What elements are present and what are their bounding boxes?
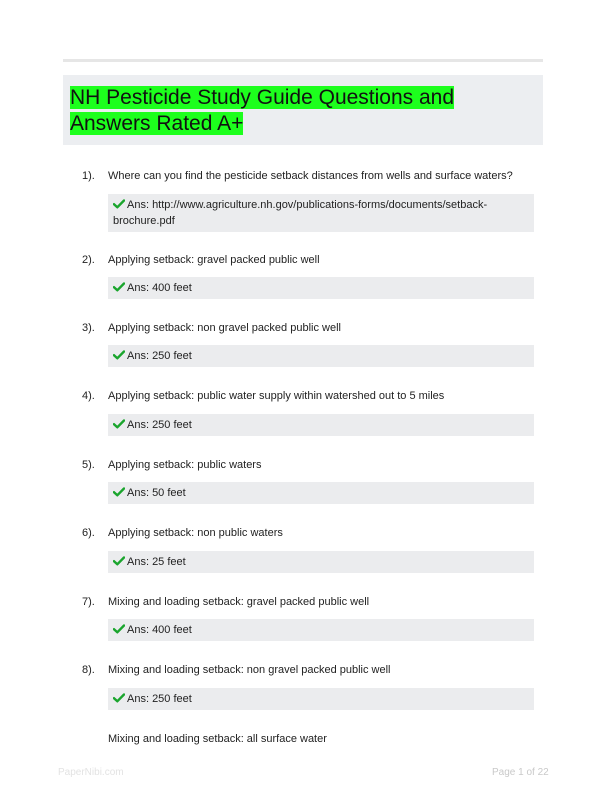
answer-text: Ans: 250 feet (127, 693, 192, 705)
check-icon (113, 282, 125, 292)
question-text: Applying setback: non gravel packed public well (108, 322, 341, 334)
question-number: 3). (82, 322, 95, 334)
answer-text: Ans: 250 feet (127, 419, 192, 431)
check-icon (113, 199, 125, 209)
answer-box (108, 194, 534, 232)
question-number: 8). (82, 664, 95, 676)
check-icon (113, 556, 125, 566)
answer-text: Ans: 250 feet (127, 350, 192, 362)
question-number: 1). (82, 170, 95, 182)
question-text: Where can you find the pesticide setback distances from wells and surface waters? (108, 170, 513, 182)
answer-box (108, 551, 534, 573)
question-text: Mixing and loading setback: gravel packed public well (108, 596, 370, 608)
answer-box (108, 482, 534, 504)
answer-text: Ans: 50 feet (127, 487, 186, 499)
question-text: Mixing and loading setback: all surface water (108, 733, 327, 745)
question-number: 6). (82, 527, 95, 539)
answer-box (108, 688, 534, 710)
answer-text: Ans: 25 feet (127, 556, 186, 568)
answer-text: Ans: 400 feet (127, 624, 192, 636)
answer-text: Ans: http://www.agriculture.nh.gov/publications-forms/documents/setback-brochure.pdf (113, 199, 488, 227)
answer-box (108, 619, 534, 641)
top-rule (63, 59, 543, 62)
answer-box (108, 277, 534, 299)
question-number: 7). (82, 596, 95, 608)
question-text: Applying setback: non public waters (108, 527, 283, 539)
question-number: 5). (82, 459, 95, 471)
document-title-text: NH Pesticide Study Guide Questions and Answers Rated A+ (70, 86, 455, 135)
check-icon (113, 624, 125, 634)
check-icon (113, 350, 125, 360)
page-number: Page 1 of 22 (492, 767, 549, 778)
check-icon (113, 487, 125, 497)
question-text: Applying setback: gravel packed public well (108, 254, 320, 266)
answer-box (108, 345, 534, 367)
question-text: Applying setback: public water supply within watershed out to 5 miles (108, 390, 445, 402)
answer-box (108, 414, 534, 436)
answer-text: Ans: 400 feet (127, 282, 192, 294)
question-number: 4). (82, 390, 95, 402)
question-number: 2). (82, 254, 95, 266)
check-icon (113, 693, 125, 703)
check-icon (113, 419, 125, 429)
question-text: Applying setback: public waters (108, 459, 262, 471)
footer-watermark: PaperNibi.com (58, 767, 124, 778)
document-title (70, 85, 490, 137)
question-text: Mixing and loading setback: non gravel packed public well (108, 664, 391, 676)
